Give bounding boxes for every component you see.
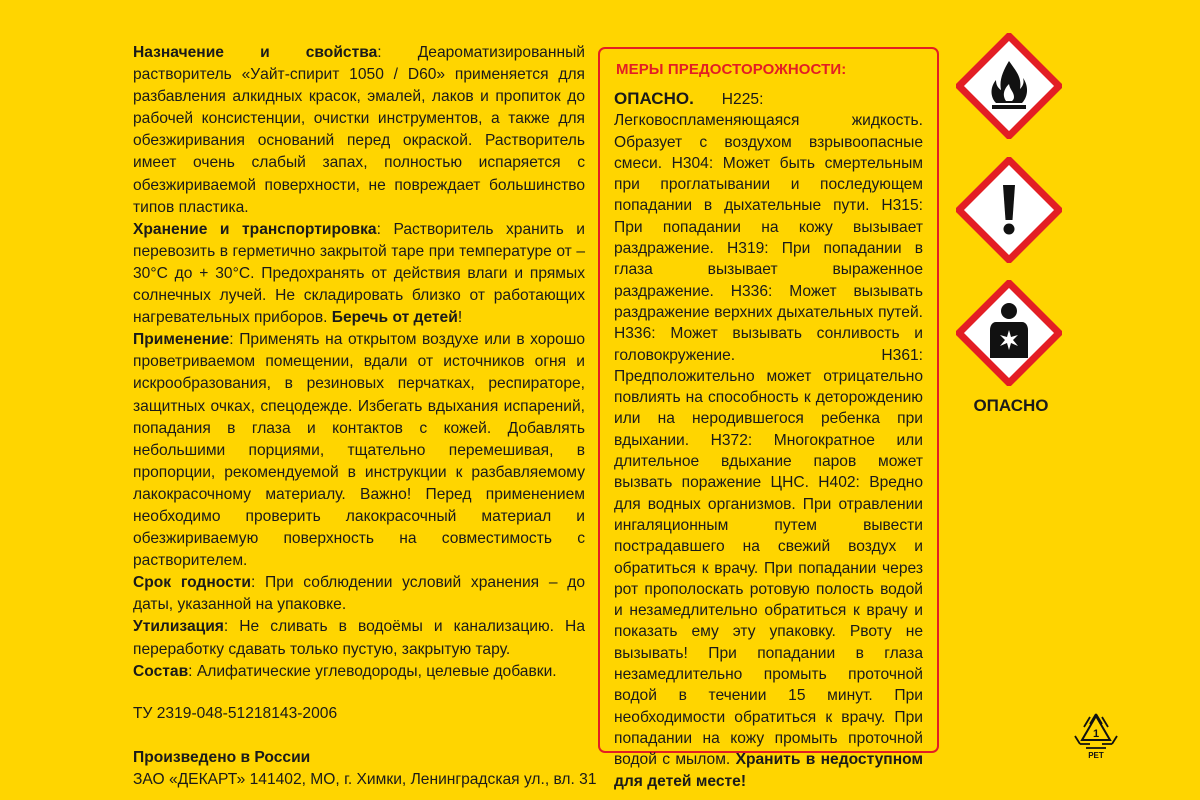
composition-section bbox=[133, 661, 585, 683]
manufacturer-address: ЗАО «ДЕКАРТ» 141402, МО, г. Химки, Ленинградская ул., вл. 31 bbox=[133, 770, 597, 788]
hazard-statements: H225: Легковоспламеняющаяся жидкость. Образует с воздухом взрывоопасные смеси. H304: Может быть смертельным при проглатывании и последующем попадании в дыхательные пути. H315: При попадании на кожу вызывает раздражение. H319: При попадании в глаза вызывает выраженное раздражение. H336: Может вызывать раздражение верхних дыхательных путей. H336: Может вызывать сонливость и головокружение. H361: Предположительно может отрицательно повлиять на способность к деторождению или на неродившегося ребенка при вдыхании. H372: Многократное или длительное вдыхание паров может вызвать поражение ЦНС. H402: Вредно для водных организмов. При отравлении ингаляционным путем вывести пострадавшего на свежий воздух и обратиться к врачу. При попадании через рот прополоскать ротовую полость водой и незамедлительно обратиться к врачу и показать ему эту упаковку. Рвоту не вызывать! При попадании в глаза незамедлительно промыть проточной водой в течении 15 минут. При необходимости обратиться к врачу. При попадании на кожу промыть проточной водой с мылом. bbox=[614, 91, 923, 769]
disposal-text: : Не сливать в водоёмы и канализацию. На переработку сдавать только пустую, закрытую тару. bbox=[133, 618, 585, 658]
purpose-text: : Деароматизированный растворитель «Уайт-спирит 1050 / D60» применяется для разбавления алкидных красок, эмалей, лаков и пропиток до рабочей консистенции, очистки инструментов, а также для обезжиривания оснований перед окраской. Растворитель имеет очень слабый запах, полностью испаряется с обезжириваемой поверхности, не повреждает большинство типов пластика. bbox=[133, 44, 585, 216]
storage-text: : Растворитель хранить и перевозить в герметично закрытой таре при температуре от – 30°C до + 30°C. Предохранять от действия влаги и прямых солнечных лучей. Не складировать близко от работающих нагревательных приборов. bbox=[133, 220, 585, 327]
precautions-text bbox=[614, 88, 923, 792]
signal-word: ОПАСНО. bbox=[614, 89, 694, 108]
recycle-pet-icon bbox=[1072, 710, 1120, 762]
tu-code: ТУ 2319-048-51218143-2006 bbox=[133, 704, 338, 722]
storage-section bbox=[133, 219, 585, 329]
purpose-title: Назначение и свойства bbox=[133, 44, 378, 61]
flame-icon bbox=[956, 33, 1062, 139]
recycle-number: 1 bbox=[1092, 728, 1100, 740]
keep-away-warning: Хранить в недоступном для детей месте! bbox=[614, 751, 923, 790]
purpose-section bbox=[133, 42, 585, 219]
storage-title: Хранение и транспортировка bbox=[133, 220, 377, 238]
disposal-title: Утилизация bbox=[133, 618, 224, 636]
disposal-section bbox=[133, 616, 585, 660]
storage-end: ! bbox=[457, 309, 463, 327]
product-info bbox=[133, 42, 597, 791]
usage-text: : Применять на открытом воздухе или в хорошо проветриваемом помещении, вдали от источников огня и искрообразования, в резиновых перчатках, респираторе, защитных очках, спецодежде. Избегать вдыхания испарений, попадания в глаза и контактов с кожей. Добавлять небольшими порциями, тщательно перемешивая, в пропорции, рекомендуемой в инструкции к разбавляемому лакокрасочному материалу. Важно! Перед применением необходимо проверить лакокрасочный материал и обезжириваемую поверхность на совместимость с растворителем. bbox=[133, 331, 585, 570]
shelf-title: Срок годности bbox=[133, 574, 251, 592]
precautions-title: МЕРЫ ПРЕДОСТОРОЖНОСТИ: bbox=[616, 61, 847, 78]
storage-warning: Беречь от детей bbox=[331, 309, 458, 327]
usage-section bbox=[133, 329, 585, 572]
composition-title: Состав bbox=[133, 662, 189, 680]
danger-label: ОПАСНО bbox=[973, 396, 1049, 415]
shelf-life-section bbox=[133, 572, 585, 616]
composition-text: : Алифатические углеводороды, целевые добавки. bbox=[188, 662, 557, 680]
exclamation-icon bbox=[956, 157, 1062, 263]
usage-title: Применение bbox=[133, 331, 230, 349]
made-in bbox=[133, 747, 585, 769]
precautions-box bbox=[598, 47, 939, 790]
shelf-text: : При соблюдении условий хранения – до даты, указанной на упаковке. bbox=[133, 574, 585, 614]
health-hazard-icon bbox=[956, 280, 1062, 386]
made-in-text: Произведено в России bbox=[133, 748, 311, 766]
recycle-code: PET bbox=[1088, 751, 1104, 760]
